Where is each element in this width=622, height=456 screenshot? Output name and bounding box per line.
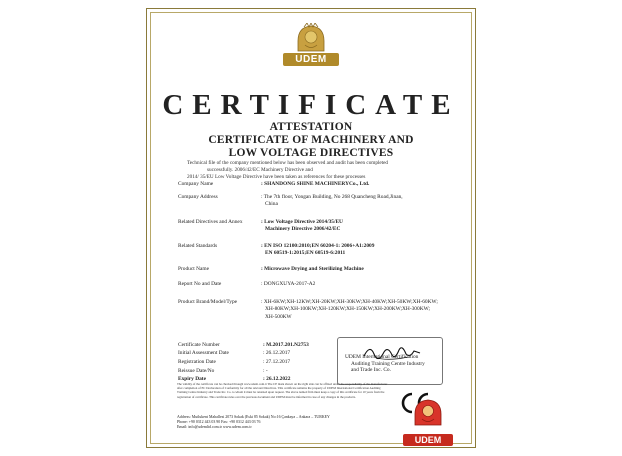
intro-line: successfully. 2006/42/EC Machinery Directive and (207, 167, 313, 173)
model-line: : XH-6KW;XH-12KW;XH-20KW;XH-30KW;XH-40KW;XH-50KW;XH-60KW; (261, 299, 438, 305)
signature-text (345, 354, 440, 374)
reissue-value: : - (263, 368, 268, 374)
lion-crest-icon (412, 398, 444, 426)
phone-text: Phone: +90 0312 443 03 90 Fax: +90 0312 443 03 76 (177, 420, 261, 424)
email-text: Email: info@udemltd.com.tr www.udem.com.tr (177, 425, 252, 429)
lion-crest-icon (294, 23, 328, 53)
udem-logo-bottom (403, 398, 453, 450)
signature-line: and Trade Inc. Co. (351, 367, 391, 374)
intro-line: Technical file of the company mentioned below has been observed and audit has been completed (187, 160, 389, 166)
logo-ribbon: UDEM (283, 53, 339, 66)
standards-label: Related Standards (178, 243, 218, 249)
certificate-frame (146, 8, 476, 448)
directive-line: : Low Voltage Directive 2014/35/EU (261, 219, 343, 225)
fine-print: The validity of the certificate can be checked through www.udem.com.tr The CE mark shown on the right side can be affixed under the responsibility of the manufacturer after completion of EC Declaration of Conformity for all the relevant Directives. This certificate remains the property of UDEM International Certification Auditing Training Centre Industry and Trade Inc. Co. to whom it must be returned upon request. The above named firm must keep a copy of this certificate for 10 years from the registration of certificate. This certificate rules over the previous document and UDEM must be informed in case of any changes in the products. (177, 382, 388, 399)
expiry-value: : 26.12.2022 (263, 376, 291, 382)
logo-ribbon: UDEM (403, 434, 453, 446)
attestation-heading: ATTESTATION (269, 121, 353, 133)
models-label: Product Brand/Model/Type (178, 299, 238, 305)
company-address-label: Company Address (178, 194, 218, 200)
company-address-value (261, 194, 457, 209)
signature-line: Auditing Training Centre Industry (351, 360, 425, 367)
registration-value: : 27.12.2017 (263, 359, 291, 365)
report-value: : DONGXUYA-2017-A2 (261, 281, 316, 287)
signature-box (337, 337, 443, 385)
report-label: Report No and Date (178, 281, 222, 287)
intro-text (187, 160, 447, 181)
directives-label: Related Directives and Annex (178, 219, 243, 225)
standards-value (261, 243, 457, 258)
heading-machinery: CERTIFICATE OF MACHINERY AND (208, 134, 414, 146)
directives-value (261, 219, 457, 234)
model-line: XH-80KW;XH-100KW;XH-120KW;XH-150KW;XH-200KW;XH-300KW; (265, 306, 430, 313)
certificate-title: CERTIFICATE (162, 89, 460, 121)
certificate-number-label: Certificate Number (178, 342, 220, 348)
initial-assessment-label: Initial Assessment Date (178, 350, 229, 356)
address-line: China (265, 201, 278, 208)
registration-label: Registration Date (178, 359, 216, 365)
address-text: Address: Mutlukent Mahallesi 2073 Sokak (Eski 85 Sokak) No:16 Çankaya – Ankara – TURKEY (177, 415, 330, 419)
standard-line: : EN ISO 12100:2010;EN 60204-1: 2006+A1:2009 (261, 243, 375, 249)
intro-line: 2014/ 35/EU Low Voltage Directive have been taken as references for these processes (187, 174, 366, 180)
address-line: : The 7th floor, Yongan Building, No 268 Quancheng Road,Jinan, (261, 194, 403, 200)
udem-logo-top (283, 23, 339, 75)
product-name-value: : Microwave Drying and Sterilizing Machine (261, 266, 364, 272)
model-line: XH-500KW (265, 313, 292, 320)
company-name-value: : SHANDONG SHINE MACHINERYCo., Ltd. (261, 181, 370, 187)
standard-line: EN 60519-1:2015;EN 60519-6:2011 (265, 250, 346, 257)
footer-address (177, 415, 397, 430)
certificate-number-value: : M.2017.201.N2753 (263, 342, 309, 348)
signature-line: UDEM International Certification (345, 354, 419, 360)
heading-lvd: LOW VOLTAGE DIRECTIVES (228, 147, 394, 159)
directive-line: Machinery Directive 2006/42/EC (265, 226, 341, 233)
expiry-label: Expiry Date (178, 376, 206, 382)
reissue-label: Reissue Date/No (178, 368, 215, 374)
product-name-label: Product Name (178, 266, 209, 272)
initial-assessment-value: : 26.12.2017 (263, 350, 291, 356)
company-name-label: Company Name (178, 181, 214, 187)
models-value (261, 299, 457, 321)
